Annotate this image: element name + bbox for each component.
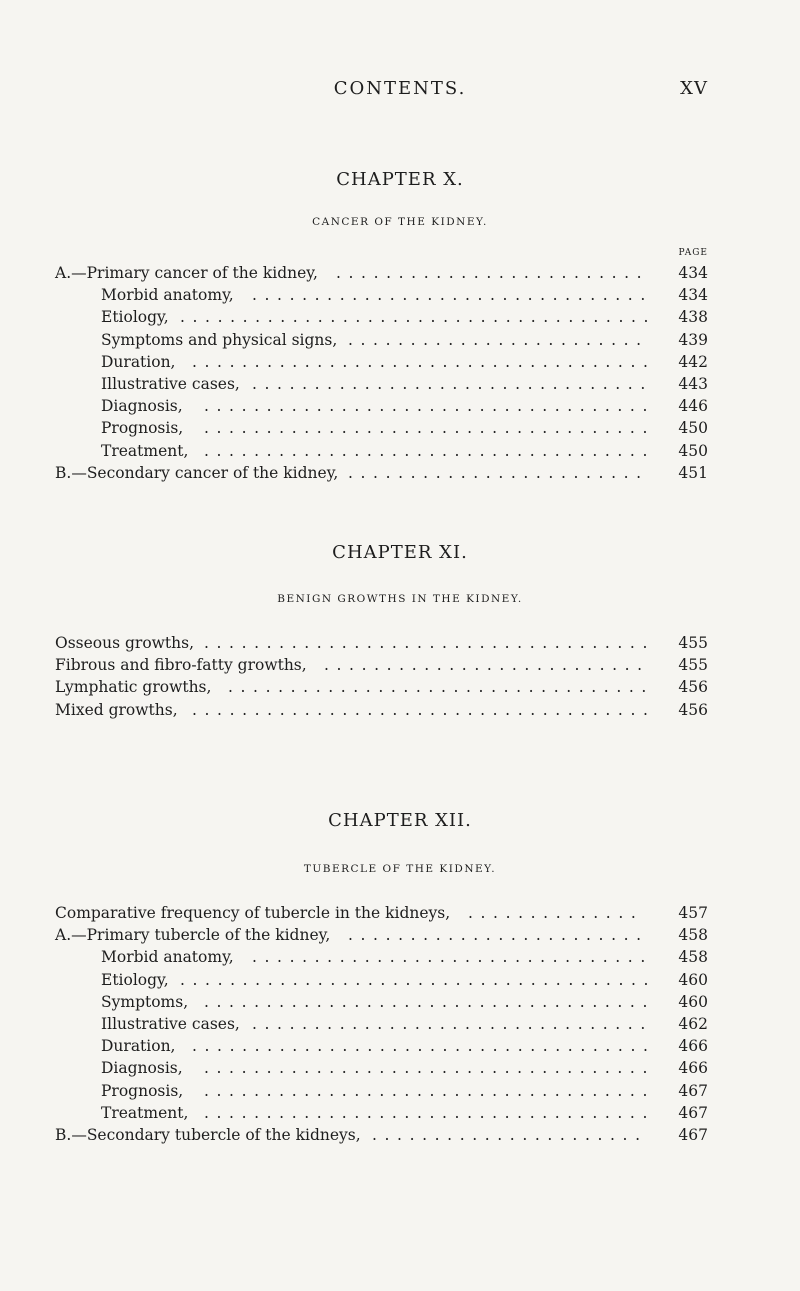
dot-leader: ........................	[348, 463, 649, 482]
running-title: CONTENTS.	[333, 78, 467, 99]
toc-entry-label: B.—Secondary tubercle of the kidneys,	[55, 1126, 361, 1144]
toc-entry	[0, 632, 800, 654]
toc-entry-label: Lymphatic growths,	[55, 678, 212, 697]
dot-leader: ........................	[348, 330, 649, 349]
dot-leader: ......................................	[180, 308, 657, 327]
toc-entry-label: A.—Primary cancer of the kidney,	[55, 264, 318, 282]
toc-entry	[0, 262, 800, 284]
dot-leader: ....................................	[204, 441, 655, 460]
chapter-title: CHAPTER X.	[336, 169, 464, 190]
toc-entry-page: 466	[678, 1059, 708, 1078]
chapter-title: CHAPTER XII.	[328, 810, 472, 831]
toc-entry-page: 462	[678, 1015, 708, 1033]
toc-entry-page: 438	[678, 308, 708, 327]
dot-leader: ....................................	[204, 419, 655, 438]
toc-entry-label: Fibrous and fibro-fatty growths,	[55, 656, 307, 675]
toc-entry	[0, 924, 800, 946]
toc-entry-page: 457	[678, 904, 708, 922]
toc-entry-page: 451	[678, 463, 708, 482]
toc-entry	[0, 969, 800, 991]
dot-leader: ......................................	[180, 970, 657, 989]
toc-entry	[0, 351, 800, 373]
toc-entry	[0, 395, 800, 417]
chapter-subtitle: TUBERCLE OF THE KIDNEY.	[303, 863, 497, 875]
chapter-subtitle: BENIGN GROWTHS IN THE KIDNEY.	[277, 593, 523, 605]
dot-leader: ........................	[348, 926, 649, 945]
running-head	[0, 78, 800, 102]
dot-leader: ................................	[252, 948, 653, 967]
toc-entry	[0, 284, 800, 306]
dot-leader: ......................	[372, 1126, 648, 1144]
toc-entry	[0, 329, 800, 351]
toc-entry-page: 456	[678, 678, 708, 697]
toc-entry	[0, 306, 800, 328]
toc-entry-label: Treatment,	[101, 1103, 189, 1122]
toc-entry-page: 456	[678, 700, 708, 719]
toc-entry	[0, 1102, 800, 1124]
toc-entry-page: 434	[678, 286, 708, 305]
chapter-xii-heading	[0, 810, 800, 875]
dot-leader: .....................................	[192, 352, 656, 371]
toc-entry-label: Treatment,	[101, 441, 189, 460]
dot-leader: ..................................	[228, 678, 654, 697]
dot-leader: .........................	[336, 264, 650, 282]
toc-entry-label: Illustrative cases,	[101, 1015, 240, 1033]
toc-entry-label: Prognosis,	[101, 419, 184, 438]
toc-entry	[0, 1013, 800, 1035]
toc-entry-page: 467	[678, 1081, 708, 1100]
toc-entry	[0, 1124, 800, 1146]
toc-entry	[0, 1080, 800, 1102]
toc-entry-label: Comparative frequency of tubercle in the kidneys,	[55, 904, 451, 922]
toc-entry	[0, 417, 800, 439]
toc-entry-page: 458	[678, 926, 708, 945]
chapter-title: CHAPTER XI.	[332, 542, 468, 563]
toc-entry-page: 450	[678, 419, 708, 438]
toc-entry-label: Duration,	[101, 1037, 176, 1056]
toc-entry-page: 443	[678, 375, 708, 393]
dot-leader: ....................................	[204, 397, 655, 416]
toc-entry	[0, 946, 800, 968]
toc-entry-page: 466	[678, 1037, 708, 1056]
dot-leader: ....................................	[204, 1059, 655, 1078]
dot-leader: ................................	[252, 1015, 653, 1033]
chapter-subtitle: CANCER OF THE KIDNEY.	[312, 216, 488, 228]
toc-entry-label: Etiology,	[101, 970, 169, 989]
toc-entry-label: Diagnosis,	[101, 397, 183, 416]
page-column-label: PAGE	[678, 248, 708, 258]
toc-entry-page: 455	[678, 634, 708, 652]
toc-entry-label: Duration,	[101, 352, 176, 371]
toc-entry	[0, 440, 800, 462]
toc-entry-label: B.—Secondary cancer of the kidney,	[55, 463, 339, 482]
toc-entry	[0, 699, 800, 721]
dot-leader: ....................................	[204, 1103, 655, 1122]
toc-entry	[0, 654, 800, 676]
toc-entry-page: 455	[678, 656, 708, 675]
toc-entry-page: 467	[678, 1103, 708, 1122]
toc-entry-label: Mixed growths,	[55, 700, 178, 719]
toc-entry-label: Diagnosis,	[101, 1059, 183, 1078]
toc-entry-label: Symptoms,	[101, 992, 189, 1011]
toc-entry-page: 458	[678, 948, 708, 967]
toc-entry-label: Symptoms and physical signs,	[101, 330, 338, 349]
dot-leader: .....................................	[192, 1037, 656, 1056]
dot-leader: .....................................	[192, 700, 656, 719]
toc-entry	[0, 1035, 800, 1057]
toc-entry-label: A.—Primary tubercle of the kidney,	[55, 926, 331, 945]
toc-entry-page: 446	[678, 397, 708, 416]
dot-leader: ....................................	[204, 634, 655, 652]
toc-entry-page: 439	[678, 330, 708, 349]
toc-entry	[0, 1057, 800, 1079]
toc-entry-label: Morbid anatomy,	[101, 286, 234, 305]
toc-entry-label: Osseous growths,	[55, 634, 195, 652]
chapter-x-heading	[0, 169, 800, 228]
toc-entry	[0, 991, 800, 1013]
toc-entry-page: 434	[678, 264, 708, 282]
toc-entry	[0, 462, 800, 484]
toc-entry-page: 467	[678, 1126, 708, 1144]
toc-entry	[0, 902, 800, 924]
toc-entry	[0, 373, 800, 395]
dot-leader: ....................................	[204, 1081, 655, 1100]
toc-entry-label: Morbid anatomy,	[101, 948, 234, 967]
dot-leader: ................................	[252, 375, 653, 393]
toc-entry-page: 460	[678, 992, 708, 1011]
dot-leader: ................................	[252, 286, 653, 305]
toc-entry-label: Prognosis,	[101, 1081, 184, 1100]
toc-entry-page: 450	[678, 441, 708, 460]
toc-entry	[0, 676, 800, 698]
chapter-xi-heading	[0, 542, 800, 605]
dot-leader: ..........................	[324, 656, 650, 675]
toc-entry-label: Etiology,	[101, 308, 169, 327]
dot-leader: ..............	[468, 904, 644, 922]
toc-entry-page: 442	[678, 352, 708, 371]
toc-entry-label: Illustrative cases,	[101, 375, 240, 393]
dot-leader: ....................................	[204, 992, 655, 1011]
toc-entry-page: 460	[678, 970, 708, 989]
running-page-number: XV	[680, 78, 708, 99]
